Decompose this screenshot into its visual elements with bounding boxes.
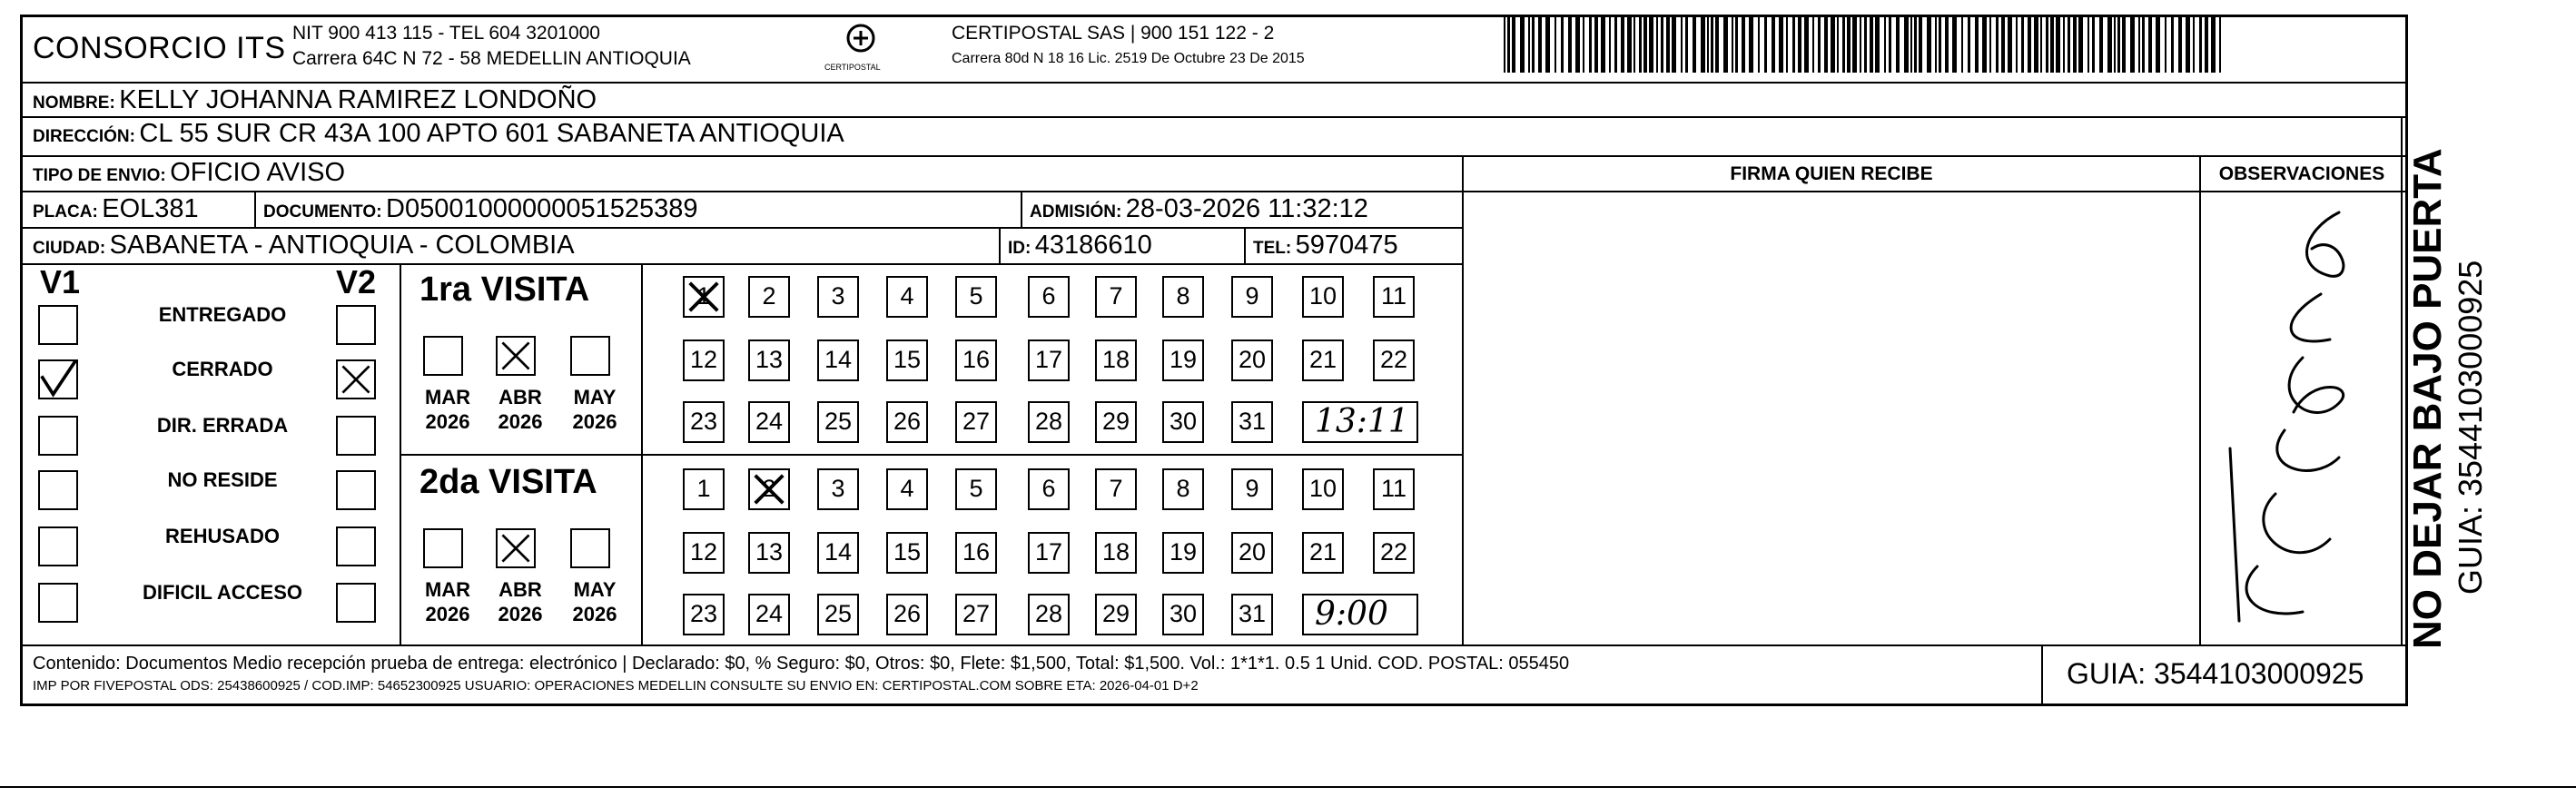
visit1-month-box-0[interactable] [423,336,463,376]
admision-label: ADMISIÓN: [1030,202,1122,221]
month-year: 2026 [572,410,617,433]
visit2-day-13[interactable] [748,532,790,574]
visit2-month-box-2[interactable] [570,528,610,568]
check-mark-icon [338,361,374,398]
visit2-month-label-2 [567,577,623,626]
day-number: 18 [1101,346,1130,373]
ciudad-field [33,231,575,261]
day-number: 12 [689,538,718,566]
visit1-day-20[interactable] [1231,339,1273,381]
day-number: 16 [962,346,991,373]
day-number: 10 [1308,282,1337,310]
day-number: 19 [1169,346,1198,373]
day-number: 7 [1109,475,1123,502]
visit1-month-box-2[interactable] [570,336,610,376]
visit1-day-9[interactable] [1231,276,1273,318]
day-number: 10 [1308,475,1337,502]
carrier-name: CERTIPOSTAL SAS | 900 151 122 - 2 [952,23,1275,44]
v1-checkbox-5[interactable] [38,583,78,623]
month-name: ABR [498,386,542,408]
check-mark-icon [750,470,788,508]
page-bottom-rule [0,786,2576,788]
month-name: MAY [573,578,617,601]
id-field [1008,231,1152,261]
visit2-day-2[interactable] [748,468,790,510]
day-number: 7 [1109,282,1123,310]
ciudad-value: SABANETA - ANTIOQUIA - COLOMBIA [109,231,575,260]
check-mark-icon [498,338,534,374]
visit2-day-29[interactable] [1095,594,1137,635]
day-number: 24 [755,600,784,627]
visit1-day-15[interactable] [886,339,928,381]
visit1-handwritten-time: 13:11 [1315,403,1409,440]
day-number: 31 [1238,600,1267,627]
visit2-day-26[interactable] [886,594,928,635]
visit2-day-28[interactable] [1028,594,1070,635]
day-number: 14 [824,538,853,566]
day-number: 24 [755,408,784,435]
day-number: 3 [831,282,845,310]
tick-mark-icon [40,361,76,398]
visit1-day-12[interactable] [683,339,725,381]
admision-field [1030,194,1368,224]
company-nit: NIT 900 413 115 - TEL 604 3201000 [292,23,600,44]
visit1-day-19[interactable] [1162,339,1204,381]
nombre-value: KELLY JOHANNA RAMIREZ LONDOÑO [119,85,597,114]
day-number: 5 [969,282,983,310]
visit2-day-21[interactable] [1302,532,1344,574]
day-number: 16 [962,538,991,566]
direccion-row [33,119,844,149]
id-value: 43186610 [1034,231,1152,260]
v2-checkbox-1[interactable] [336,359,376,399]
visit2-day-14[interactable] [817,532,859,574]
day-number: 26 [893,600,922,627]
day-number: 11 [1380,282,1407,310]
visit2-title: 2da VISITA [419,463,597,501]
visit1-day-27[interactable] [955,401,997,443]
month-year: 2026 [425,603,470,625]
day-number: 22 [1379,538,1408,566]
day-number: 31 [1238,408,1267,435]
visit1-day-2[interactable] [748,276,790,318]
tipo-envio-value: OFICIO AVISO [170,158,346,187]
footer-print-info: IMP POR FIVEPOSTAL ODS: 25438600925 / COD.IMP: 54652300925 USUARIO: OPERACIONES MEDELLIN CONSULTE SU ENVIO EN: CERTIPOSTAL.COM SOBRE ETA: 2026-04-01 D+2 [33,678,1199,694]
day-number: 27 [962,408,991,435]
visit1-day-5[interactable] [955,276,997,318]
id-label: ID: [1008,239,1031,258]
visit2-day-27[interactable] [955,594,997,635]
company-name: CONSORCIO ITS [33,31,286,65]
day-number: 1 [696,475,711,502]
day-number: 20 [1238,346,1267,373]
day-number: 9 [1245,475,1259,502]
visit1-day-17[interactable] [1028,339,1070,381]
day-number: 4 [900,282,914,310]
direccion-value: CL 55 SUR CR 43A 100 APTO 601 SABANETA ANTIOQUIA [139,119,844,148]
side-panel [2404,104,2522,649]
month-year: 2026 [498,410,543,433]
direccion-label: DIRECCIÓN: [33,127,135,146]
day-number: 21 [1308,538,1337,566]
visit2-day-23[interactable] [683,594,725,635]
v2-heading: V2 [335,263,377,300]
v2-checkbox-2[interactable] [336,416,376,456]
v2-checkbox-4[interactable] [336,526,376,566]
v2-checkbox-0[interactable] [336,305,376,345]
visit1-day-30[interactable] [1162,401,1204,443]
visit2-day-5[interactable] [955,468,997,510]
day-number: 13 [755,538,784,566]
visit1-title: 1ra VISITA [419,271,590,309]
visit2-day-1[interactable] [683,468,725,510]
visit2-day-4[interactable] [886,468,928,510]
visit1-day-28[interactable] [1028,401,1070,443]
status-label-4: REHUSADO [165,525,280,547]
visit1-month-label-0 [419,385,476,434]
visit1-day-22[interactable] [1373,339,1415,381]
barcode-bars [1504,16,2228,73]
visit1-day-10[interactable] [1302,276,1344,318]
day-number: 15 [893,538,922,566]
day-number: 4 [900,475,914,502]
visit1-day-23[interactable] [683,401,725,443]
carrier-address: Carrera 80d N 18 16 Lic. 2519 De Octubre 23 De 2015 [952,51,1305,66]
tipo-envio-label: TIPO DE ENVIO: [33,166,166,185]
day-number: 20 [1238,538,1267,566]
firma-heading: FIRMA QUIEN RECIBE [1730,163,1933,184]
visit2-day-8[interactable] [1162,468,1204,510]
check-mark-icon [498,530,534,566]
visit1-month-label-2 [567,385,623,434]
day-number: 14 [824,346,853,373]
tipo-envio-row [33,158,345,188]
visit2-month-box-0[interactable] [423,528,463,568]
v2-checkbox-5[interactable] [336,583,376,623]
logo-caption: CERTIPOSTAL [824,63,881,72]
visit2-day-7[interactable] [1095,468,1137,510]
visit1-month-label-1 [492,385,548,434]
day-number: 6 [1041,475,1056,502]
documento-field [263,194,698,224]
month-year: 2026 [498,603,543,625]
visit2-time-box[interactable] [1302,594,1418,635]
nombre-row [33,85,597,115]
day-number: 3 [831,475,845,502]
visit1-day-13[interactable] [748,339,790,381]
visit2-day-9[interactable] [1231,468,1273,510]
day-number: 28 [1034,408,1063,435]
day-number: 28 [1034,600,1063,627]
barcode [1504,16,2228,73]
v1-checkbox-3[interactable] [38,470,78,510]
visit2-day-6[interactable] [1028,468,1070,510]
documento-label: DOCUMENTO: [263,202,382,221]
visit1-day-11[interactable] [1373,276,1415,318]
day-number: 19 [1169,538,1198,566]
day-number: 17 [1034,538,1063,566]
footer-guia: GUIA: 3544103000925 [2067,657,2364,690]
visit2-day-25[interactable] [817,594,859,635]
visit1-day-24[interactable] [748,401,790,443]
v2-checkbox-3[interactable] [336,470,376,510]
month-name: MAR [424,578,471,601]
handwritten-signature [2203,194,2397,639]
day-number: 6 [1041,282,1056,310]
v1-checkbox-2[interactable] [38,416,78,456]
visit1-day-18[interactable] [1095,339,1137,381]
status-label-1: CERRADO [172,358,273,380]
visit2-handwritten-time: 9:00 [1315,595,1388,633]
check-mark-icon [685,278,723,316]
visit2-day-31[interactable] [1231,594,1273,635]
visit1-day-29[interactable] [1095,401,1137,443]
v1-checkbox-1[interactable] [38,359,78,399]
visit2-day-15[interactable] [886,532,928,574]
visit1-day-6[interactable] [1028,276,1070,318]
day-number: 11 [1380,475,1407,502]
month-name: MAR [424,386,471,408]
visit1-day-31[interactable] [1231,401,1273,443]
company-address: Carrera 64C N 72 - 58 MEDELLIN ANTIOQUIA [292,48,691,69]
day-number: 8 [1176,475,1190,502]
visit1-day-26[interactable] [886,401,928,443]
tel-field [1253,231,1398,261]
no-dejar-bajo-puerta: NO DEJAR BAJO PUERTA [2405,148,2450,649]
month-year: 2026 [425,410,470,433]
placa-label: PLACA: [33,202,98,221]
footer-contents: Contenido: Documentos Medio recepción prueba de entrega: electrónico | Declarado: $0, % Seguro: $0, Otros: $0, Flete: $1,500, Total: $1,500. Vol.: 1*1*1. 0.5 1 Unid. COD. POSTAL: 055450 [33,654,1570,674]
tel-value: 5970475 [1295,231,1398,260]
visit2-day-3[interactable] [817,468,859,510]
day-number: 25 [824,600,853,627]
status-label-0: ENTREGADO [158,303,287,326]
documento-value: D05001000000051525389 [386,194,698,223]
visit1-time-box[interactable] [1302,401,1418,443]
visit1-day-4[interactable] [886,276,928,318]
day-number: 9 [1245,282,1259,310]
visit2-month-box-1[interactable] [496,528,536,568]
visit2-day-17[interactable] [1028,532,1070,574]
day-number: 30 [1169,600,1198,627]
day-number: 23 [689,600,718,627]
placa-field [33,194,199,224]
day-number: 27 [962,600,991,627]
visit2-day-18[interactable] [1095,532,1137,574]
visit2-month-label-1 [492,577,548,626]
day-number: 13 [755,346,784,373]
day-number: 25 [824,408,853,435]
day-number: 2 [762,475,776,502]
status-label-2: DIR. ERRADA [156,414,289,437]
visit1-day-3[interactable] [817,276,859,318]
day-number: 17 [1034,346,1063,373]
admision-value: 28-03-2026 11:32:12 [1125,194,1368,223]
month-name: ABR [498,578,542,601]
day-number: 8 [1176,282,1190,310]
day-number: 29 [1101,600,1130,627]
day-number: 30 [1169,408,1198,435]
visit2-day-16[interactable] [955,532,997,574]
observaciones-heading: OBSERVACIONES [2218,163,2385,184]
placa-value: EOL381 [102,194,199,223]
visit2-day-22[interactable] [1373,532,1415,574]
day-number: 22 [1379,346,1408,373]
month-name: MAY [573,386,617,408]
day-number: 26 [893,408,922,435]
day-number: 15 [893,346,922,373]
status-label-3: NO RESIDE [167,468,278,491]
v1-heading: V1 [39,263,81,300]
status-label-5: DIFICIL ACCESO [142,581,302,604]
day-number: 23 [689,408,718,435]
tel-label: TEL: [1253,239,1292,258]
visit2-day-12[interactable] [683,532,725,574]
month-year: 2026 [572,603,617,625]
visit2-day-20[interactable] [1231,532,1273,574]
nombre-label: NOMBRE: [33,93,115,113]
v1-checkbox-0[interactable] [38,305,78,345]
visit1-day-7[interactable] [1095,276,1137,318]
day-number: 18 [1101,538,1130,566]
day-number: 5 [969,475,983,502]
visit2-day-10[interactable] [1302,468,1344,510]
visit1-day-1[interactable] [683,276,725,318]
ciudad-label: CIUDAD: [33,239,106,258]
visit2-month-label-0 [419,577,476,626]
day-number: 12 [689,346,718,373]
day-number: 29 [1101,408,1130,435]
visit1-day-25[interactable] [817,401,859,443]
visit1-day-8[interactable] [1162,276,1204,318]
visit2-day-11[interactable] [1373,468,1415,510]
visit1-day-21[interactable] [1302,339,1344,381]
visit1-day-14[interactable] [817,339,859,381]
day-number: 1 [696,282,711,310]
visit2-day-19[interactable] [1162,532,1204,574]
visit2-day-30[interactable] [1162,594,1204,635]
visit2-day-24[interactable] [748,594,790,635]
day-number: 2 [762,282,776,310]
visit1-month-box-1[interactable] [496,336,536,376]
v1-checkbox-4[interactable] [38,526,78,566]
day-number: 21 [1308,346,1337,373]
side-guia: GUIA: 3544103000925 [2452,260,2489,595]
visit1-day-16[interactable] [955,339,997,381]
